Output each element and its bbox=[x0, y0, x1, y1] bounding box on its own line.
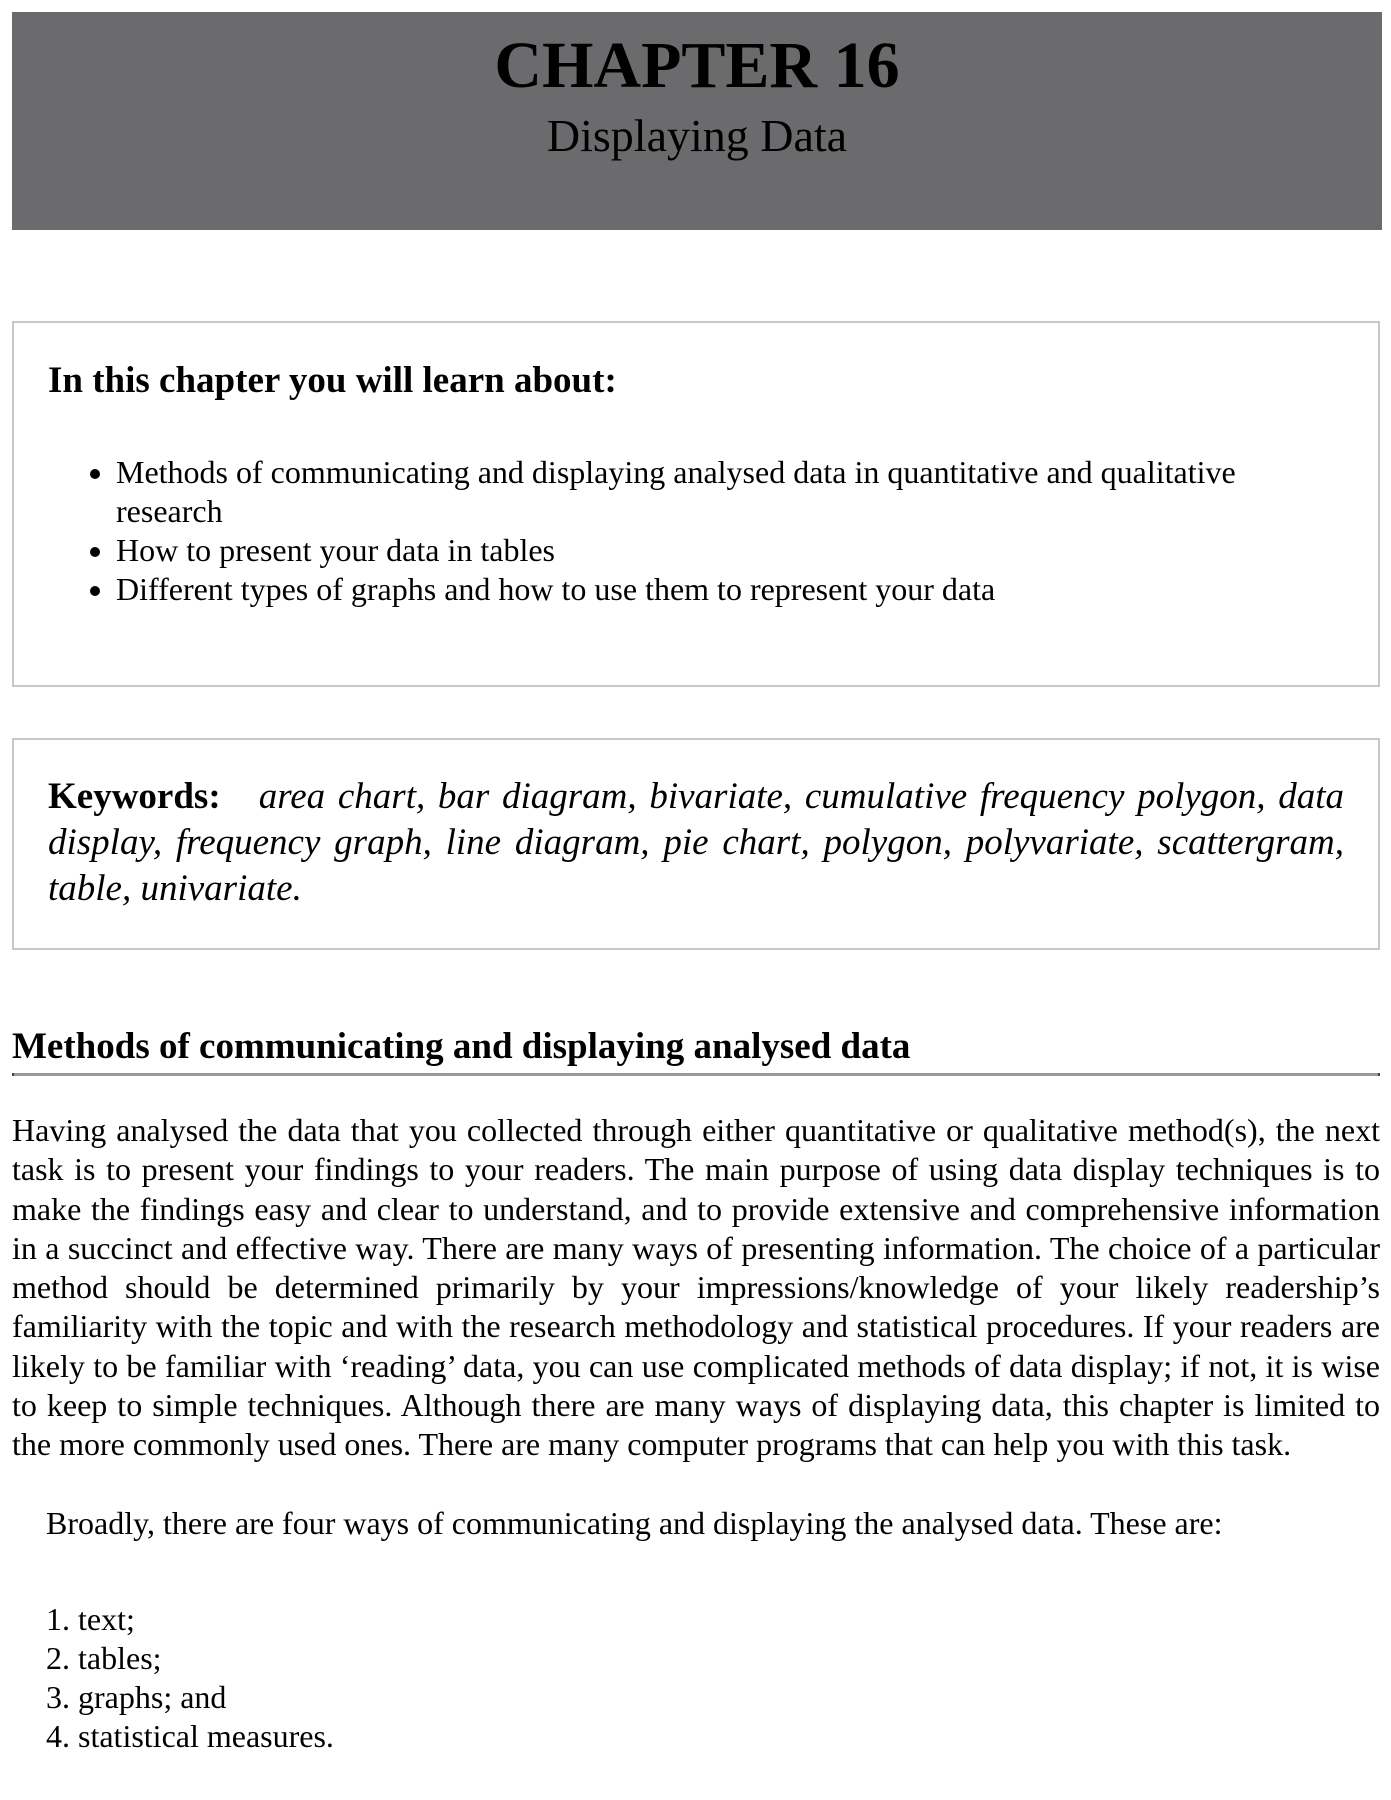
list-item: 4. statistical measures. bbox=[78, 1717, 334, 1756]
chapter-banner bbox=[12, 12, 1382, 230]
list-item: • Methods of communicating and displaying analysed data in quantitative and qualitative research bbox=[116, 453, 1316, 531]
chapter-number: CHAPTER 16 bbox=[494, 29, 900, 102]
keywords bbox=[48, 774, 1344, 912]
body-paragraph: Having analysed the data that you collected through either quantitative or qualitative method(s), the next task is to present your findings to your readers. The main purpose of using data display techniques is to make the findings easy and clear to understand, and to provide extensive and comprehensive information in a succinct and effective way. There are many ways of presenting information. The choice of a particular method should be determined primarily by your impressions/knowledge of your likely readership’s familiarity with the topic and with the research methodology and statistical procedures. If your readers are likely to be familiar with ‘reading’ data, you can use complicated methods of data display; if not, it is wise to keep to simple techniques. Although there are many ways of displaying data, this chapter is limited to the more commonly used ones. There are many computer programs that can help you with this task. bbox=[12, 1112, 1380, 1463]
section-heading: Methods of communicating and displaying analysed data bbox=[12, 1026, 911, 1067]
list-item: • Different types of graphs and how to use them to represent your data bbox=[116, 570, 1316, 609]
chapter-title: Displaying Data bbox=[546, 110, 848, 161]
list-item: 2. tables; bbox=[78, 1639, 334, 1678]
list-item: 1. text; bbox=[78, 1600, 334, 1639]
section-divider bbox=[12, 1073, 1380, 1076]
learning-objectives-heading: In this chapter you will learn about: bbox=[48, 360, 617, 401]
list-item: • How to present your data in tables bbox=[116, 531, 1316, 570]
learning-objectives-box bbox=[12, 321, 1380, 687]
body-paragraph-intro: Broadly, there are four ways of communicating and displaying the analysed data. These are: bbox=[46, 1505, 1223, 1541]
keywords-text: area chart, bar diagram, bivariate, cumulative frequency polygon, data display, frequency graph, line diagram, pie chart, polygon, polyvariate, scattergram, table, univariate. bbox=[48, 776, 1345, 909]
list-item: 3. graphs; and bbox=[78, 1678, 334, 1717]
keywords-label: Keywords: bbox=[48, 776, 221, 817]
methods-list bbox=[0, 1600, 334, 1756]
keywords-box bbox=[12, 738, 1380, 950]
learning-objectives-list bbox=[48, 453, 1316, 609]
